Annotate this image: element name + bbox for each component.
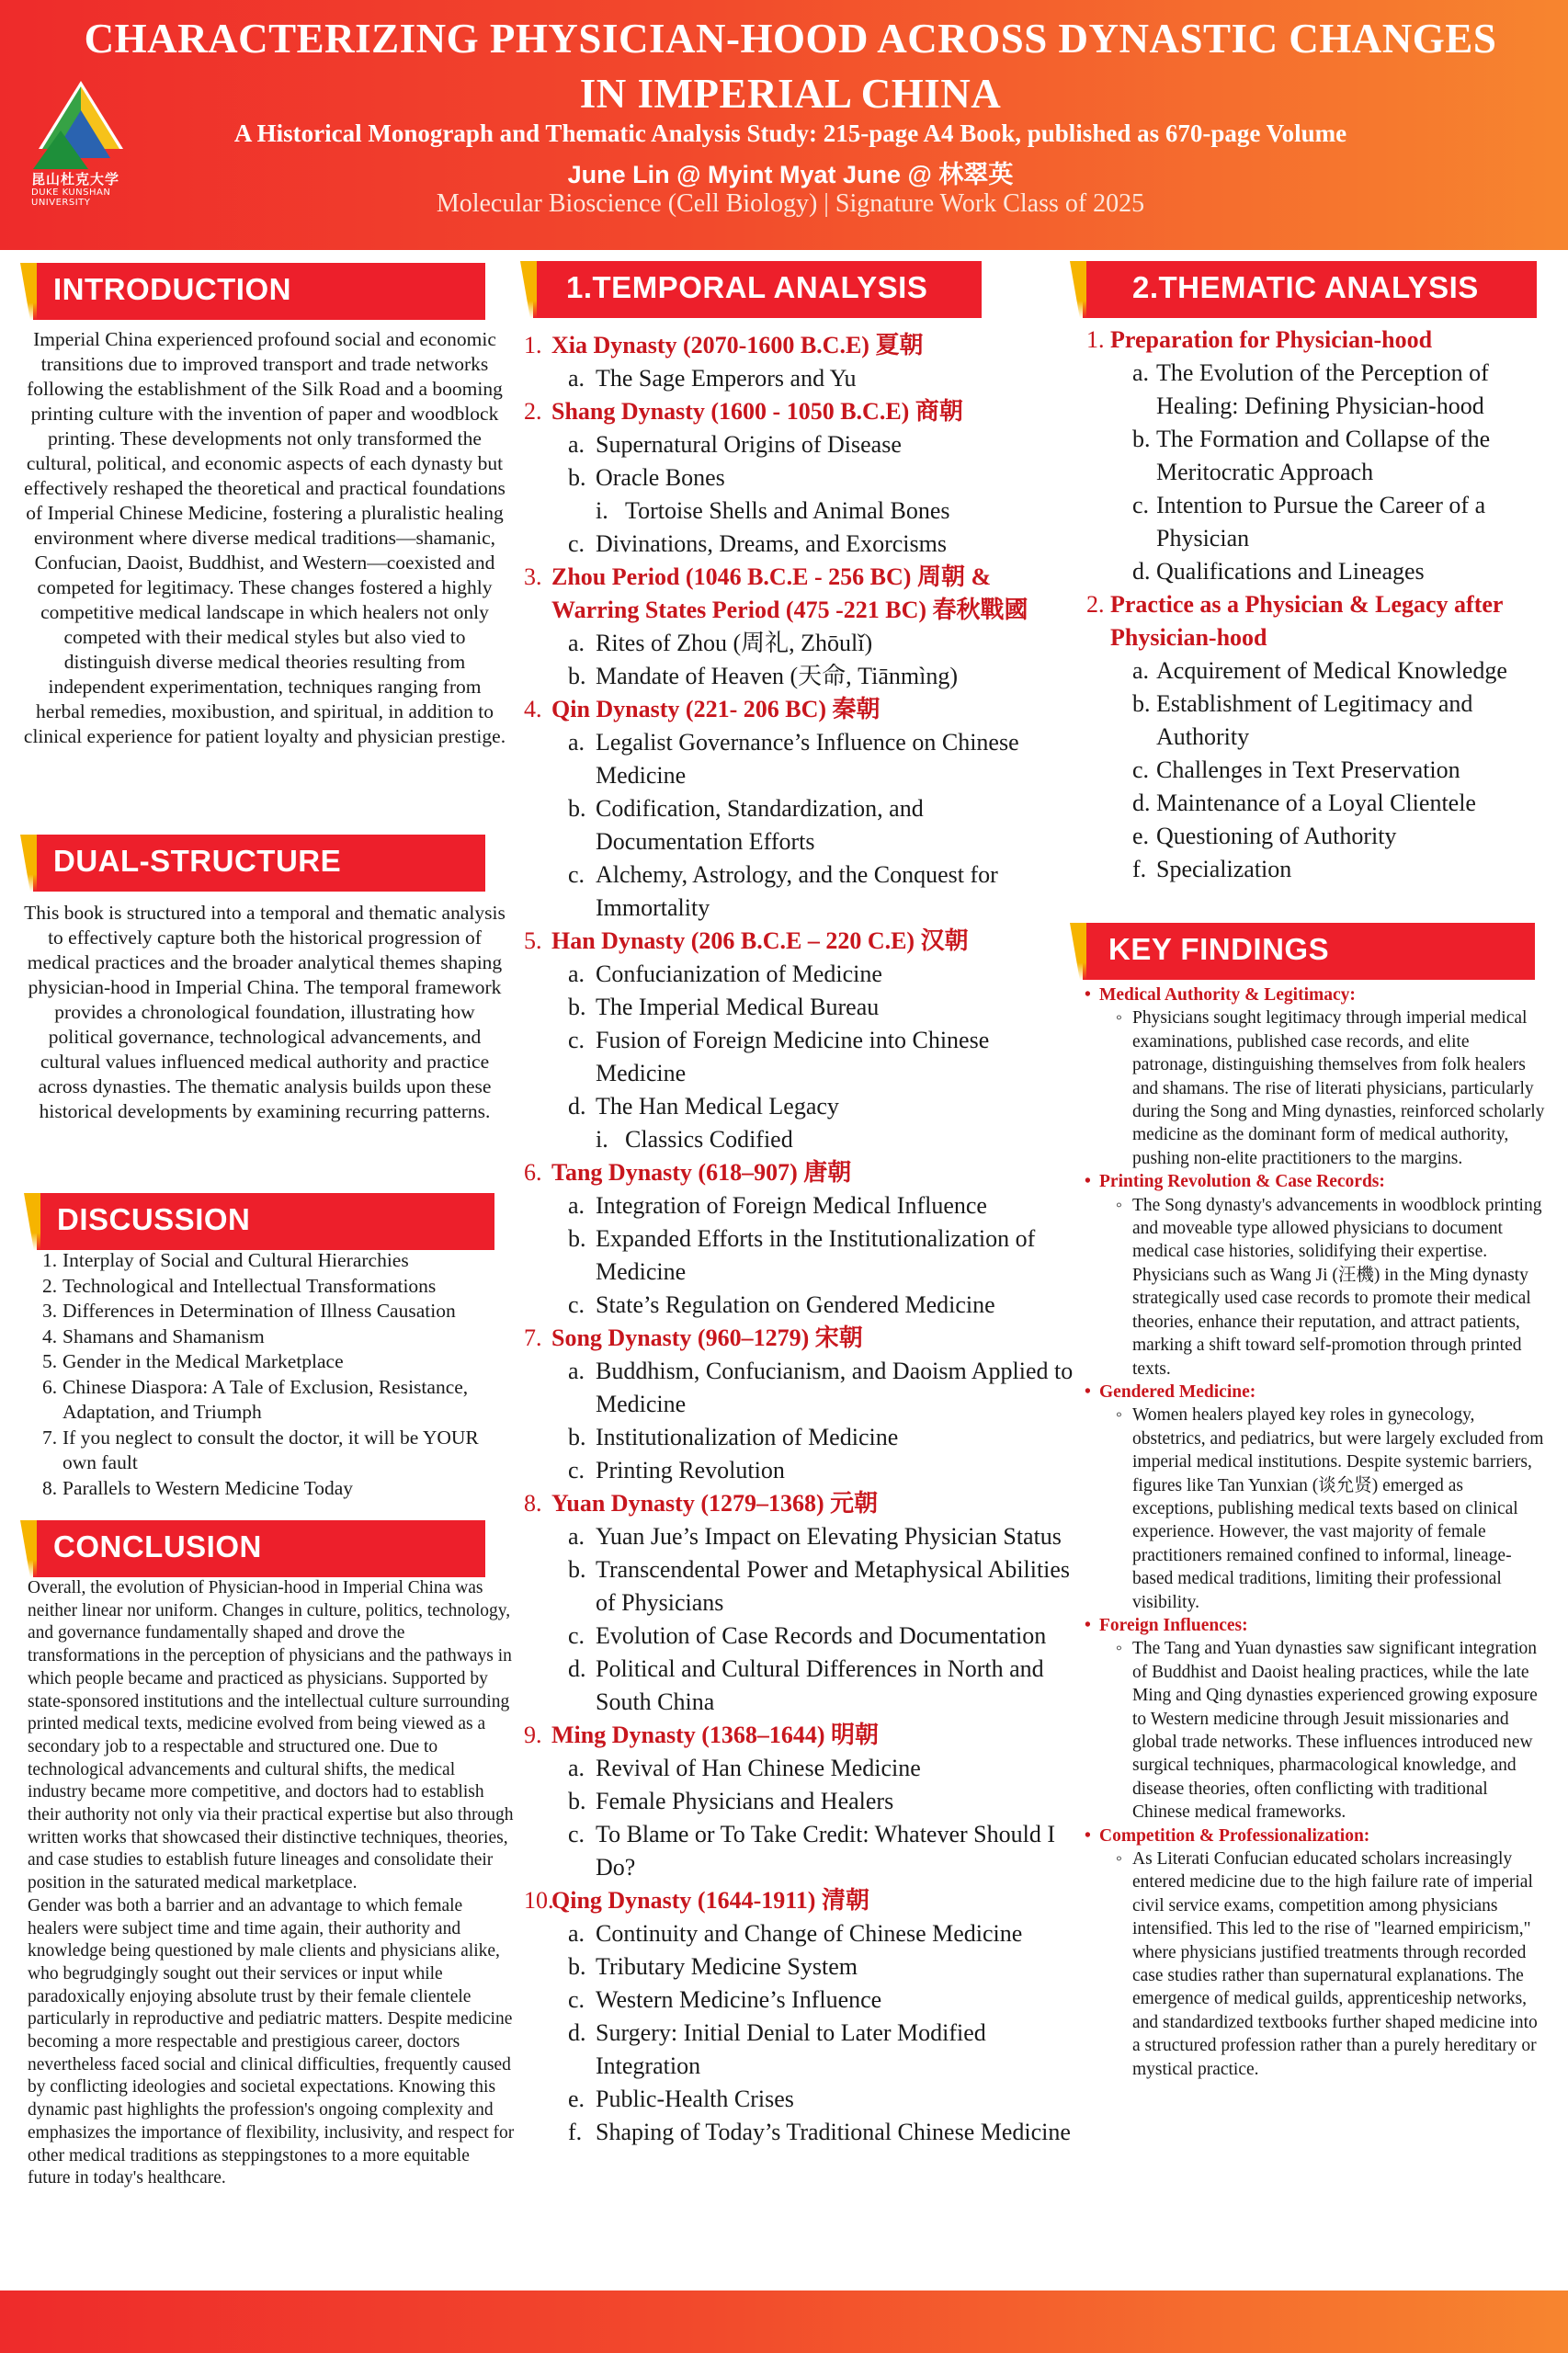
item-text: Specialization [1156,856,1292,882]
introduction-heading-bar [33,263,485,320]
outline-item [524,1123,1075,1156]
item-number: c. [568,1457,585,1483]
outline-item [1086,423,1550,489]
outline-item [524,362,1075,395]
item-number: a. [568,1358,585,1384]
outline-item [524,1917,1075,1950]
outline-item [1086,820,1550,853]
item-text: Tortoise Shells and Animal Bones [625,497,950,524]
outline-heading [1086,324,1550,357]
outline-heading [524,925,1075,958]
item-number: f. [568,2119,583,2145]
key-findings-heading: KEY FINDINGS [1108,932,1330,966]
introduction-body: Imperial China experienced profound social and economic transitions due to improved transport and trade networks following the establishment of the Silk Road and a booming printing culture with the invention of paper and woodblock printing. These developments not only transformed the cultural, political, and economic aspects of each dynasty but effectively reshaped the theoretical and practical foundations of Imperial Chinese Medicine, fostering a pluralistic healing environment where diverse medical traditions—shamanic, Confucian, Daoist, Buddhist, and Western—coexisted and competed for legitimacy. These changes fostered a highly competitive medical landscape in which healers not only competed with their medical styles but also vied to distinguish diverse medical theories resulting from independent experimentation, techniques ranging from herbal remedies, moxibustion, and spiritual, in addition to clinical experience for patient loyalty and physician prestige. [23,328,506,747]
conclusion-body [28,1577,515,2190]
item-text: Revival of Han Chinese Medicine [596,1755,921,1781]
outline-item [524,1653,1075,1719]
item-text: Fusion of Foreign Medicine into Chinese Medicine [596,1027,990,1086]
item-number: 1. [1086,326,1105,353]
item-text: Tang Dynasty (618–907) 唐朝 [551,1159,852,1186]
item-number: c. [568,861,585,888]
logo-chinese-text: 昆山杜克大学 [31,171,120,188]
item-text: Questioning of Authority [1156,823,1397,849]
item-number: 5. [524,927,542,954]
thematic-outline [1086,324,1550,886]
outline-item [524,428,1075,461]
item-number: a. [568,1920,585,1947]
flag-icon [20,263,37,320]
item-number: d. [568,1655,586,1682]
key-findings-list [1081,983,1548,2081]
item-text: Acquirement of Medical Knowledge [1156,657,1507,684]
item-number: c. [568,530,585,557]
item-number: 3. [42,1300,58,1322]
item-text: Public-Health Crises [596,2086,794,2112]
item-text: Qing Dynasty (1644-1911) 清朝 [551,1887,869,1914]
outline-item [524,1421,1075,1454]
item-number: 1. [42,1249,58,1271]
outline-item [524,1355,1075,1421]
item-number: 6. [524,1159,542,1186]
item-text: Transcendental Power and Metaphysical Abilities of Physicians [596,1556,1071,1616]
item-number: d. [1132,558,1151,585]
item-number: e. [1132,823,1150,849]
item-number: c. [568,1291,585,1318]
poster-title [55,11,1526,121]
outline-heading [524,561,1075,627]
item-number: 6. [42,1375,58,1398]
outline-item [524,2116,1075,2149]
list-item [28,1349,506,1375]
item-number: b. [568,1953,586,1980]
flag-icon [24,1193,40,1250]
outline-item [524,1189,1075,1222]
thematic-heading: 2.THEMATIC ANALYSIS [1132,270,1479,304]
item-text: Alchemy, Astrology, and the Conquest for Immortality [596,861,998,921]
item-text: Han Dynasty (206 B.C.E – 220 C.E) 汉朝 [551,927,969,954]
list-item [28,1476,506,1502]
conclusion-paragraph-1: Overall, the evolution of Physician-hood in Imperial China was neither linear nor uniform. Changes in culture, politics, technology, and governance fundamentally shaped and drove the transformations in the perception of physicians and the pathways in which people became and practiced as physicians. Supported by state-sponsored institutions and the intellectual culture surrounding printed medical texts, medicine evolved from being viewed as a secondary job to a respectable and structured one. Due to technological advancements and cultural shifts, the medical industry became more competitive, and doctors had to establish their authority not only via their practical expertise but also through written works that showcased their distinctive techniques, theories, and case studies to establish future lineages and consolidate their position in the saturated medical marketplace. [28,1578,514,1893]
outline-item [524,726,1075,792]
item-number: c. [568,1986,585,2013]
discussion-list [28,1248,506,1501]
finding-title: • Medical Authority & Legitimacy: [1081,983,1548,1006]
item-number: 10. [524,1887,554,1914]
item-number: i. [596,1126,608,1153]
list-item [28,1426,506,1476]
item-text: Continuity and Change of Chinese Medicine [596,1920,1023,1947]
item-number: b. [568,795,586,822]
item-number: a. [1132,359,1150,386]
item-text: Oracle Bones [596,464,725,491]
outline-heading [524,1487,1075,1520]
outline-heading [524,1156,1075,1189]
item-text: Chinese Diaspora: A Tale of Exclusion, Resistance, Adaptation, and Triumph [62,1375,469,1423]
item-text: The Evolution of the Perception of Healing: Defining Physician-hood [1156,359,1489,419]
item-number: a. [568,365,585,392]
item-text: Tributary Medicine System [596,1953,858,1980]
item-text: Parallels to Western Medicine Today [62,1476,354,1499]
item-number: a. [568,729,585,756]
item-number: b. [568,1556,586,1583]
item-number: c. [568,1622,585,1649]
item-text: Classics Codified [625,1126,793,1153]
item-text: The Formation and Collapse of the Meritocratic Approach [1156,426,1491,485]
outline-heading [524,693,1075,726]
item-number: e. [568,2086,585,2112]
affiliation: Molecular Bioscience (Cell Biology) | Signature Work Class of 2025 [436,189,1145,218]
outline-item [524,1024,1075,1090]
item-number: b. [568,994,586,1020]
item-number: 1. [524,332,542,358]
item-text: Xia Dynasty (2070-1600 B.C.E) 夏朝 [551,332,924,358]
item-number: a. [568,961,585,987]
discussion-heading-bar [37,1193,494,1250]
item-text: Surgery: Initial Denial to Later Modified Integration [596,2019,986,2079]
outline-item [524,1950,1075,1984]
item-text: Zhou Period (1046 B.C.E - 256 BC) 周朝 & Warring States Period (475 -221 BC) 春秋戰國 [551,563,1028,623]
item-text: Qin Dynasty (221- 206 BC) 秦朝 [551,696,881,722]
item-number: 2. [524,398,542,425]
title-line-2: IN IMPERIAL CHINA [579,71,1002,117]
outline-heading [524,1322,1075,1355]
item-text: Political and Cultural Differences in North and South China [596,1655,1044,1715]
finding-body: ◦ The Tang and Yuan dynasties saw significant integration of Buddhist and Daoist healing practices, while the late Ming and Qing dynasties experienced growing exposure to Western medicine through Jesuit missionaries and global trade networks. These influences introduced new surgical techniques, pharmacological knowledge, and disease theories, often conflicting with traditional Chinese medical frameworks. [1081,1637,1548,1824]
key-findings-heading-bar [1083,923,1535,980]
item-text: Expanded Efforts in the Institutionalization of Medicine [596,1225,1036,1285]
temporal-heading: 1.TEMPORAL ANALYSIS [566,270,928,304]
item-text: Interplay of Social and Cultural Hierarchies [62,1249,409,1271]
finding-body: ◦ The Song dynasty's advancements in woodblock printing and moveable type allowed physicians to document medical case histories, solidifying their expertise. Physicians such as Wang Ji (汪機) in the Ming dynasty strategically used case records to promote their medical theories, enhance their reputation, and attract patients, marking a shift toward self-promotion through printed texts. [1081,1194,1548,1381]
temporal-heading-bar [533,261,982,318]
outline-item [1086,489,1550,555]
item-number: 8. [524,1490,542,1517]
temporal-outline [524,329,1075,2149]
item-number: c. [1132,492,1150,518]
thematic-heading-bar [1083,261,1537,318]
outline-item [524,2017,1075,2083]
outline-item [1086,787,1550,820]
item-text: Gender in the Medical Marketplace [62,1350,344,1372]
outline-item [524,627,1075,660]
finding-title: • Competition & Professionalization: [1081,1824,1548,1847]
outline-item [524,1222,1075,1289]
item-text: Yuan Jue’s Impact on Elevating Physician Status [596,1523,1062,1550]
item-text: Practice as a Physician & Legacy after Physician-hood [1110,591,1503,651]
outline-item [524,1984,1075,2017]
outline-item [1086,555,1550,588]
outline-item [1086,754,1550,787]
poster-subtitle: A Historical Monograph and Thematic Analysis Study: 215-page A4 Book, published as 670-page Volume [233,119,1347,147]
finding-title: • Foreign Influences: [1081,1614,1548,1637]
outline-item [524,1620,1075,1653]
item-number: c. [1132,756,1150,783]
flag-icon [20,1520,37,1577]
dual-structure-body: This book is structured into a temporal and thematic analysis to effectively capture both the historical progression of medical practices and the broader analytical themes shaping physician-hood in Imperial China. The temporal framework provides a chronological foundation, illustrating how political governance, technological advancements, and cultural values influenced medical authority and practice across dynasties. The thematic analysis builds upon these historical developments by examining recurring patterns. [24,902,506,1122]
item-number: b. [568,663,586,689]
outline-item [524,1289,1075,1322]
item-number: 9. [524,1722,542,1748]
item-number: d. [568,2019,586,2046]
flag-icon [1070,261,1086,318]
dual-structure-heading: DUAL-STRUCTURE [53,844,342,878]
outline-heading [524,395,1075,428]
outline-item [1086,357,1550,423]
outline-heading [524,1884,1075,1917]
item-text: Integration of Foreign Medical Influence [596,1192,987,1219]
item-number: 8. [42,1476,58,1499]
outline-heading [1086,588,1550,654]
item-text: Western Medicine’s Influence [596,1986,882,2013]
item-text: Ming Dynasty (1368–1644) 明朝 [551,1722,880,1748]
introduction-heading: INTRODUCTION [53,272,291,306]
outline-item [524,528,1075,561]
item-text: Maintenance of a Loyal Clientele [1156,790,1476,816]
item-number: b. [568,1424,586,1450]
item-text: Differences in Determination of Illness Causation [62,1300,456,1322]
item-number: c. [568,1821,585,1847]
outline-item [524,1454,1075,1487]
item-number: b. [1132,426,1151,452]
outline-item [524,958,1075,991]
list-item [28,1299,506,1324]
conclusion-heading-bar [33,1520,485,1577]
conclusion-heading: CONCLUSION [53,1529,262,1563]
item-number: 2. [42,1274,58,1297]
item-text: To Blame or To Take Credit: Whatever Should I Do? [596,1821,1055,1881]
list-item [28,1324,506,1350]
outline-item [524,1785,1075,1818]
item-number: a. [568,431,585,458]
finding-title: • Gendered Medicine: [1081,1381,1548,1404]
dual-structure-heading-bar [33,835,485,892]
item-text: Shamans and Shamanism [62,1324,265,1347]
item-text: Challenges in Text Preservation [1156,756,1460,783]
outline-item [1086,654,1550,688]
outline-item [1086,853,1550,886]
item-number: b. [1132,690,1151,717]
list-item [28,1248,506,1274]
outline-item [524,792,1075,858]
list-item [28,1375,506,1426]
item-text: Buddhism, Confucianism, and Daoism Applied to Medicine [596,1358,1074,1417]
item-text: Shaping of Today’s Traditional Chinese Medicine [596,2119,1071,2145]
outline-item [524,494,1075,528]
item-number: a. [568,630,585,656]
item-number: 4. [524,696,542,722]
item-number: i. [596,497,608,524]
item-number: 2. [1086,591,1105,618]
item-number: b. [568,1788,586,1814]
logo-english-text: DUKE KUNSHAN UNIVERSITY [31,188,111,208]
item-text: The Imperial Medical Bureau [596,994,880,1020]
conclusion-paragraph-2: Gender was both a barrier and an advantage to which female healers were subject time and time again, their authority and knowledge being questioned by male clients and physicians alike, who begrudgingly sought out their services or input while paradoxically enjoying absolute trust by their female clientele particularly in reproductive and pediatric matters. Despite medicine becoming a more respectable and prestigious career, doctors nevertheless faced social and clinical difficulties, frequently caused by conflicting ideologies and societal expectations. Knowing this dynamic past highlights the profession's ongoing complexity and emphasizes the importance of flexibility, inclusivity, and respect for other medical traditions as steppingstones to a more equitable future in today's healthcare. [28,1895,515,2188]
outline-item [524,461,1075,494]
item-text: If you neglect to consult the doctor, it will be YOUR own fault [62,1426,479,1473]
item-number: 7. [524,1324,542,1351]
item-text: Establishment of Legitimacy and Authority [1156,690,1473,750]
item-text: Qualifications and Lineages [1156,558,1425,585]
authors: June Lin @ Myint Myat June @ 林翠英 [567,161,1014,188]
outline-item [524,1553,1075,1620]
item-text: Shang Dynasty (1600 - 1050 B.C.E) 商朝 [551,398,963,425]
item-number: a. [568,1192,585,1219]
item-number: a. [1132,657,1150,684]
item-text: Legalist Governance’s Influence on Chinese Medicine [596,729,1019,789]
title-line-1: CHARACTERIZING PHYSICIAN-HOOD ACROSS DYNASTIC CHANGES [84,16,1497,62]
item-number: 5. [42,1350,58,1372]
item-text: The Sage Emperors and Yu [596,365,857,392]
item-number: 3. [524,563,542,590]
finding-body: ◦ Women healers played key roles in gynecology, obstetrics, and pediatrics, but were largely excluded from imperial medical institutions. Despite systemic barriers, figures like Tan Yunxian (谈允贤) emerged as exceptions, publishing medical texts based on clinical experience. However, the vast majority of female practitioners remained confined to informal, lineage-based medical traditions, limiting their professional visibility. [1081,1404,1548,1614]
outline-heading [524,1719,1075,1752]
item-text: Institutionalization of Medicine [596,1424,899,1450]
item-text: The Han Medical Legacy [596,1093,839,1120]
header-banner [0,0,1568,250]
outline-item [524,2083,1075,2116]
item-text: Confucianization of Medicine [596,961,882,987]
item-number: d. [1132,790,1151,816]
item-text: Rites of Zhou (周礼, Zhōulǐ) [596,630,873,656]
finding-body: ◦ As Literati Confucian educated scholars increasingly entered medicine due to the high failure rate of imperial civil service exams, competition among physicians intensified. This led to the rise of "learned empiricism," where physicians justified treatments through recorded case studies rather than supernatural explanations. The emergence of medical guilds, apprenticeship networks, and standardized textbooks further shaped medicine into a structured profession rather than a purely hereditary or mystical practice. [1081,1847,1548,2081]
item-text: State’s Regulation on Gendered Medicine [596,1291,995,1318]
item-text: Mandate of Heaven (天命, Tiānmìng) [596,663,959,689]
item-number: f. [1132,856,1147,882]
item-number: 7. [42,1426,58,1449]
item-number: c. [568,1027,585,1053]
discussion-heading: DISCUSSION [57,1202,251,1236]
flag-icon [520,261,537,318]
item-text: Evolution of Case Records and Documentation [596,1622,1047,1649]
item-text: Yuan Dynasty (1279–1368) 元朝 [551,1490,879,1517]
footer-banner [0,2290,1568,2353]
outline-item [1086,688,1550,754]
item-text: Intention to Pursue the Career of a Physician [1156,492,1486,551]
item-number: a. [568,1523,585,1550]
item-text: Codification, Standardization, and Documentation Efforts [596,795,924,855]
item-text: Female Physicians and Healers [596,1788,894,1814]
outline-item [524,858,1075,925]
item-number: b. [568,1225,586,1252]
finding-body: ◦ Physicians sought legitimacy through imperial medical examinations, published case records, and elite patronage, distinguishing themselves from folk healers and shamans. The rise of literati physicians, particularly during the Song and Ming dynasties, reinforced scholarly medicine as the dominant form of medical authority, pushing non-elite practitioners to the margins. [1081,1006,1548,1170]
item-text: Divinations, Dreams, and Exorcisms [596,530,947,557]
item-text: Supernatural Origins of Disease [596,431,902,458]
item-number: b. [568,464,586,491]
item-text: Song Dynasty (960–1279) 宋朝 [551,1324,863,1351]
item-number: a. [568,1755,585,1781]
flag-icon [20,835,37,892]
finding-title: • Printing Revolution & Case Records: [1081,1170,1548,1193]
outline-item [524,1818,1075,1884]
outline-item [524,1752,1075,1785]
outline-item [524,660,1075,693]
item-text: Printing Revolution [596,1457,785,1483]
outline-item [524,991,1075,1024]
item-number: 4. [42,1324,58,1347]
outline-item [524,1090,1075,1123]
list-item [28,1274,506,1300]
item-text: Technological and Intellectual Transformations [62,1274,437,1297]
item-number: d. [568,1093,586,1120]
outline-heading [524,329,1075,362]
outline-item [524,1520,1075,1553]
item-text: Preparation for Physician-hood [1110,326,1433,353]
